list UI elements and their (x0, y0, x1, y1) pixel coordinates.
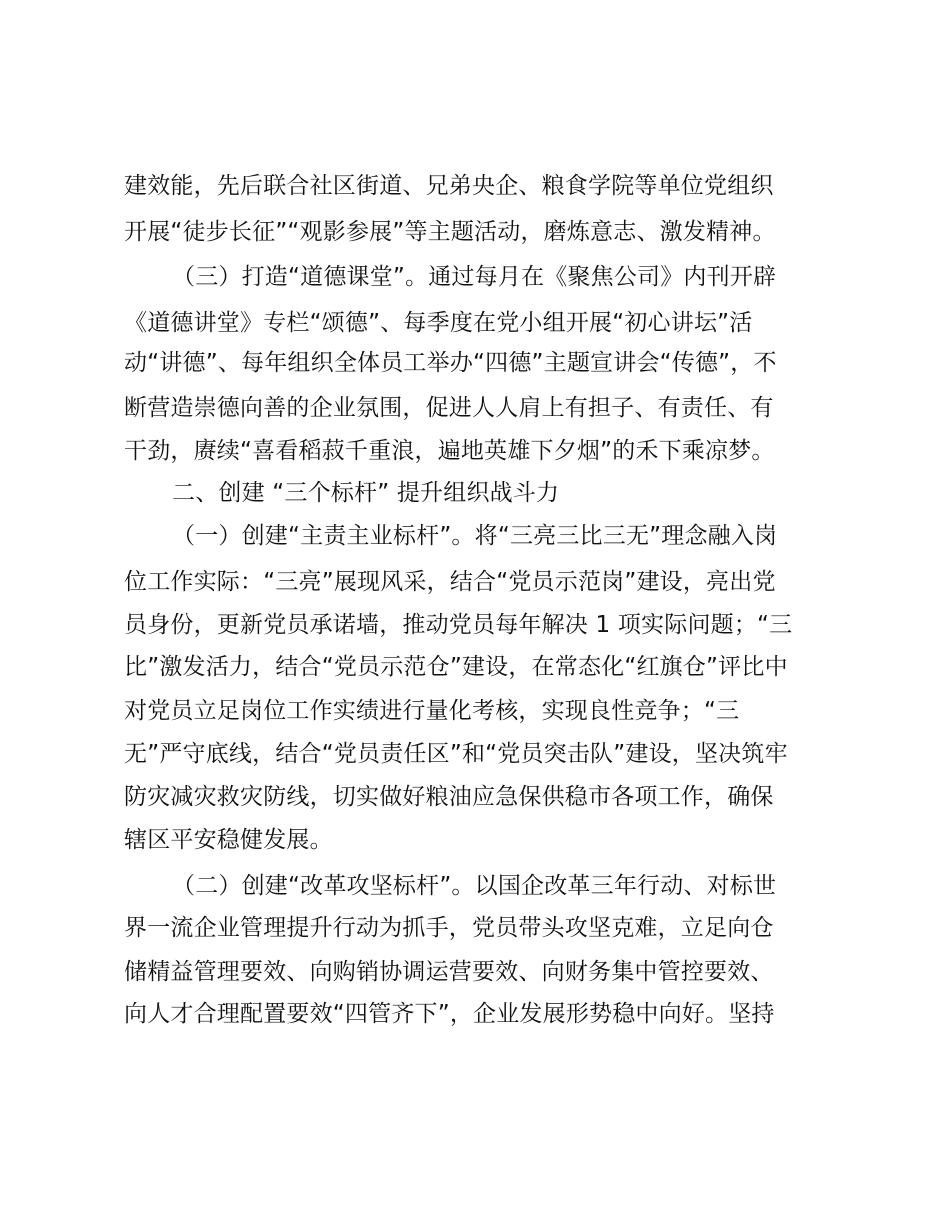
body-text-line: 对党员立足岗位工作实绩进行量化考核，实现良性竞争；“三 (124, 698, 740, 724)
body-text-line: 干劲，赓续“喜看稻菽千重浪，遍地英雄下夕烟”的禾下乘凉梦。 (124, 438, 775, 464)
section-heading: 二、创建 “三个标杆” 提升组织战斗力 (172, 480, 560, 506)
body-text-line: 储精益管理要效、向购销协调运营要效、向财务集中管控要效、 (124, 959, 774, 985)
body-text-line: 辖区平安稳健发展。 (124, 827, 333, 853)
body-text-line: 界一流企业管理提升行动为抓手，党员带头攻坚克难，立足向仓 (124, 915, 774, 941)
body-text-line: 员身份，更新党员承诺墙，推动党员每年解决 1 项实际问题；“三 (124, 612, 793, 638)
body-text-line: 位工作实际：“三亮”展现风采，结合“党员示范岗”建设，亮出党 (124, 569, 776, 595)
body-text-line: 防灾减灾救灾防线，切实做好粮油应急保供稳市各项工作，确保 (124, 784, 774, 810)
body-text-line: 《道德讲堂》专栏“颂德”、每季度在党小组开展“初心讲坛”活 (124, 310, 753, 336)
section-heading-inline: （二）创建“改革攻坚标杆”。以国企改革三年行动、对标世 (172, 873, 777, 899)
body-text-line: 建效能，先后联合社区街道、兄弟央企、粮食学院等单位党组织 (124, 173, 774, 199)
body-text-line: 动“讲德”、每年组织全体员工举办“四德”主题宣讲会“传德”，不 (124, 350, 777, 376)
section-heading-inline: （三）打造“道德课堂”。通过每月在《聚焦公司》内刊开辟 (172, 264, 777, 290)
section-heading-inline: （一）创建“主责主业标杆”。将“三亮三比三无”理念融入岗 (172, 523, 778, 549)
body-text-line: 无”严守底线，结合“党员责任区”和“党员突击队”建设，坚决筑牢 (124, 741, 788, 767)
body-text-line: 开展“徒步长征”“观影参展”等主题活动，磨炼意志、激发精神。 (124, 219, 776, 245)
body-text-line: 向人才合理配置要效“四管齐下”，企业发展形势稳中向好。坚持 (124, 1001, 775, 1027)
body-text-line: 比”激发活力，结合“党员示范仓”建设，在常态化“红旗仓”评比中 (124, 654, 788, 680)
body-text-line: 断营造崇德向善的企业氛围，促进人人肩上有担子、有责任、有 (124, 395, 774, 421)
